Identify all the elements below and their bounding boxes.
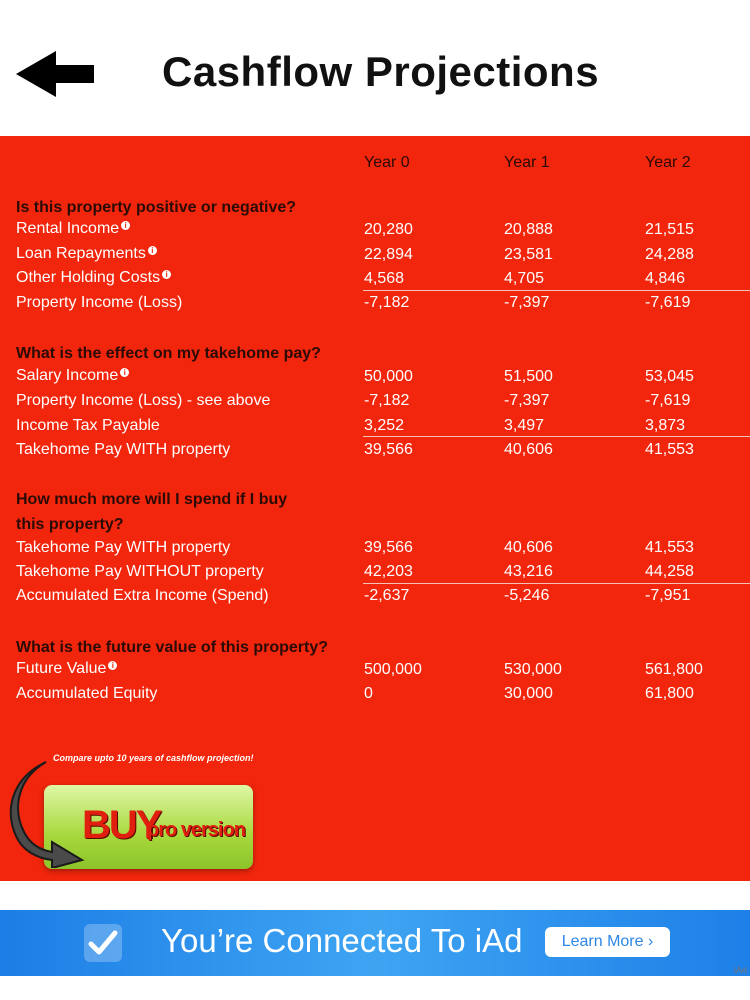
row-label-accumulated-equity: Accumulated Equity xyxy=(16,685,158,702)
iad-mark: iAd xyxy=(734,965,748,975)
salary-income-y0: 50,000 xyxy=(364,368,413,385)
income-tax-y1: 3,497 xyxy=(504,417,545,434)
takehome-with-y1: 40,606 xyxy=(504,441,553,458)
row-label-takehome-without-property: Takehome Pay WITHOUT property xyxy=(16,563,264,580)
learn-more-button[interactable]: Learn More › xyxy=(545,927,670,957)
equity-y0: 0 xyxy=(364,685,373,702)
row-label-salary-income xyxy=(16,367,129,385)
info-icon[interactable]: i xyxy=(108,661,117,670)
pro-version-label: pro version xyxy=(147,819,245,841)
info-icon[interactable]: i xyxy=(162,270,171,279)
income-tax-y2: 3,873 xyxy=(645,417,686,434)
salary-income-y2: 53,045 xyxy=(645,368,694,385)
column-header-year-0: Year 0 xyxy=(364,154,410,171)
accumulated-extra-y0: -2,637 xyxy=(364,587,410,604)
iad-banner[interactable] xyxy=(0,910,750,976)
loan-repayments-y0: 22,894 xyxy=(364,246,413,263)
section-title-takehome-pay: What is the effect on my takehome pay? xyxy=(16,345,321,362)
rental-income-y2: 21,515 xyxy=(645,221,694,238)
accumulated-extra-y2: -7,951 xyxy=(645,587,691,604)
info-icon[interactable]: i xyxy=(121,221,130,230)
ad-text: You’re Connected To iAd xyxy=(161,922,523,959)
accumulated-extra-y1: -5,246 xyxy=(504,587,550,604)
row-label-accumulated-extra-income: Accumulated Extra Income (Spend) xyxy=(16,587,269,604)
takehome-with-2-y2: 41,553 xyxy=(645,539,694,556)
row-label-takehome-with-property-2: Takehome Pay WITH property xyxy=(16,539,231,556)
row-label-text: Loan Repayments xyxy=(16,245,146,262)
property-income-ref-y2: -7,619 xyxy=(645,392,691,409)
row-label-text: Future Value xyxy=(16,660,107,677)
projection-panel xyxy=(0,136,750,881)
takehome-without-y1: 43,216 xyxy=(504,563,553,580)
holding-costs-y1: 4,705 xyxy=(504,270,545,287)
equity-y1: 30,000 xyxy=(504,685,553,702)
takehome-with-2-y0: 39,566 xyxy=(364,539,413,556)
buy-label: BUY xyxy=(82,803,161,847)
section-title-line-2: this property? xyxy=(16,515,124,533)
property-income-ref-y1: -7,397 xyxy=(504,392,550,409)
property-income-y1: -7,397 xyxy=(504,294,550,311)
column-header-year-1: Year 1 xyxy=(504,154,550,171)
property-income-y2: -7,619 xyxy=(645,294,691,311)
property-income-ref-y0: -7,182 xyxy=(364,392,410,409)
takehome-with-y2: 41,553 xyxy=(645,441,694,458)
checkmark-icon xyxy=(84,924,122,962)
row-label-loan-repayments xyxy=(16,245,157,263)
promo-caption: Compare upto 10 years of cashflow projection! xyxy=(53,753,254,763)
salary-income-y1: 51,500 xyxy=(504,368,553,385)
column-header-year-2: Year 2 xyxy=(645,154,691,171)
rental-income-y0: 20,280 xyxy=(364,221,413,238)
rental-income-y1: 20,888 xyxy=(504,221,553,238)
holding-costs-y0: 4,568 xyxy=(364,270,405,287)
takehome-with-2-y1: 40,606 xyxy=(504,539,553,556)
section-title-positive-negative: Is this property positive or negative? xyxy=(16,199,297,216)
row-label-rental-income xyxy=(16,220,130,238)
info-icon[interactable]: i xyxy=(120,368,129,377)
takehome-without-y2: 44,258 xyxy=(645,563,694,580)
future-value-y2: 561,800 xyxy=(645,661,703,678)
curved-arrow-icon xyxy=(8,758,88,868)
row-label-income-tax-payable: Income Tax Payable xyxy=(16,417,160,434)
loan-repayments-y2: 24,288 xyxy=(645,246,694,263)
future-value-y1: 530,000 xyxy=(504,661,562,678)
loan-repayments-y1: 23,581 xyxy=(504,246,553,263)
equity-y2: 61,800 xyxy=(645,685,694,702)
takehome-with-y0: 39,566 xyxy=(364,441,413,458)
info-icon[interactable]: i xyxy=(148,246,157,255)
row-label-property-income: Property Income (Loss) xyxy=(16,294,183,311)
takehome-without-y0: 42,203 xyxy=(364,563,413,580)
back-arrow-icon[interactable] xyxy=(14,50,98,98)
row-label-text: Other Holding Costs xyxy=(16,269,161,286)
row-label-property-income-see-above: Property Income (Loss) - see above xyxy=(16,392,271,409)
row-label-text: Salary Income xyxy=(16,367,119,384)
row-label-text: Rental Income xyxy=(16,220,120,237)
sum-divider xyxy=(363,436,750,437)
sum-divider xyxy=(363,290,750,291)
header xyxy=(0,0,750,136)
section-title-extra-spend xyxy=(16,488,287,537)
holding-costs-y2: 4,846 xyxy=(645,270,686,287)
section-title-future-value: What is the future value of this property? xyxy=(16,639,329,656)
page-title: Cashflow Projections xyxy=(162,48,600,95)
row-label-takehome-with-property: Takehome Pay WITH property xyxy=(16,441,231,458)
property-income-y0: -7,182 xyxy=(364,294,410,311)
future-value-y0: 500,000 xyxy=(364,661,422,678)
sum-divider xyxy=(363,583,750,584)
row-label-future-value xyxy=(16,660,117,678)
income-tax-y0: 3,252 xyxy=(364,417,405,434)
section-title-line-1: How much more will I spend if I buy xyxy=(16,491,288,508)
row-label-other-holding-costs xyxy=(16,269,171,287)
